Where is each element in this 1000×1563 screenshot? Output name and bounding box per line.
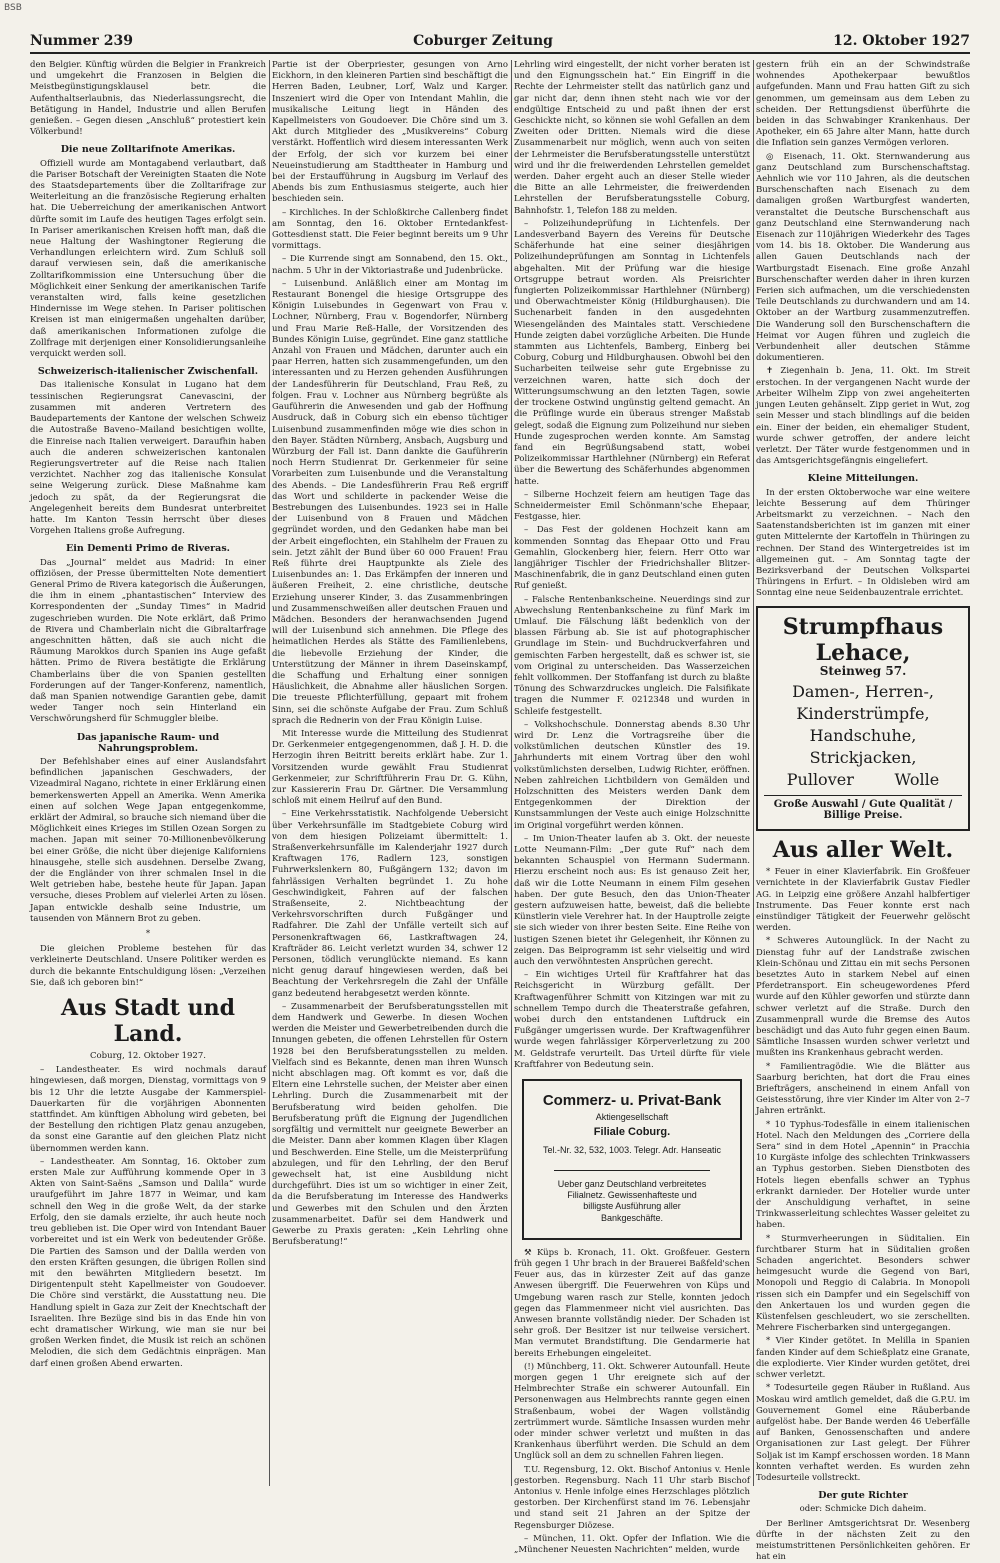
article-heading: Kleine Mitteilungen. (807, 473, 919, 485)
article-paragraph: * Schweres Autounglück. In der Nacht zu Dienstag fuhr auf der Landstraße zwischen Klein-Schönau und Zittau ein mit sechs Personen besetztes Auto in starkem Nebel auf einen Pferdetransport. Ein scheugewordenes Pferd wurde auf den Kühler geworfen und stürzte dann schwer verletzt auf die Straße. Durch den Zusammenprall wurde die Bremse des Autos beschädigt und das Auto fuhr gegen einen Baum. Sämtliche Insassen wurden schwer verletzt und mußten ins Krankenhaus gebracht werden. (756, 936, 970, 1059)
article-paragraph: T.U. Regensburg, 12. Okt. Bischof Antonius v. Henle gestorben. Regensburg. Nach 11 Uhr starb Bischof Antonius v. Henle infolge eines Herzschlages plötzlich gestorben. Der Kirchenfürst stand im 76. Lebensjahr und stand seit 21 Jahren an der Spitze der Regensburger Diözese. (514, 1464, 750, 1531)
article-paragraph: – Luisenbund. Anläßlich einer am Montag im Restaurant Bonengel die hiesige Ortsgruppe des Königin Luisebundes in Gegenwart von Frau v. Lochner, Nürnberg, Frau v. Bogendorfer, Nürnberg und Frau Marie Reß-Halle, der Vorsitzenden des Bundes Königin Luise, gegründet. Eine ganz stattliche Anzahl von Frauen und Mädchen, darunter auch ein paar Herren, hatten sich zusammengefunden, um den interessanten und zu Herzen gehenden Ausführungen der Landesführerin für Deutschland, Frau Reß, zu folgen. Frau v. Lochner aus Nürnberg begrüßte als Gauführerin die Anwesenden und gab der Hoffnung Ausdruck, daß in Coburg sich ein ebenso tüchtiger Luisenbund zusammenfinden möge wie dies schon in den Bayer. Städten Nürnberg, Ansbach, Augsburg und Würzburg der Fall ist. Dann dankte die Gauführerin noch Herrn Studienrat Dr. Gerkenmeier für seine Vorarbeiten zum Luisenbunde und die Veranstaltung des Abends. – Die Landesführerin Frau Reß ergriff das Wort und schilderte in packender Weise die Bestrebungen des Luisenbundes. 1923 sei in Halle der Luisenbund von 8 Frauen und Mädchen gegründet worden, und den Gedanken habe man bei der Arbeit eingeflochten, ein Stahlhelm der Frauen zu sein. Jetzt zählt der Bund über 60 000 Frauen! Frau Reß führte drei Hauptpunkte als Ziele des Luisenbundes an: 1. Das Erkämpfen der inneren und äußeren Freiheit, 2. eine christliche, deutsche Erziehung unserer Kinder, 3. das Zusammenbringen und Zusammenschweißen aller deutschen Frauen und Mädchen. Besonders der heranwachsenden Jugend will der Luisenbund sich annehmen. Die Pflege des heimatlichen Herdes als Stätte des Familienlebens, die liebevolle Erziehung der Kinder, die Unterstützung der Männer in ihrem Daseinskampf, die Schaffung und Erhaltung einer sonnigen Häuslichkeit, die Abnahme aller häuslichen Sorgen. Die treueste Pflichterfüllung, gepaart mit frohem Sinn, sei die schönste Aufgabe der Frau. Zum Schluß sprach die Rednerin von der Frau Königin Luise. (272, 278, 508, 726)
shop-name: Strumpfhaus Lehace, (782, 613, 944, 666)
article-paragraph: – Im Union-Theater laufen ab 3. Okt. der neueste Lotte Neumann-Film: „Der gute Ruf“ nach dem bekannten Schauspiel von Hermann Sudermann. Hierzu erscheint noch aus: Es ist genauso Zeit her, daß wir die Lotte Neumann in einem Film gesehen haben. Der gute Besuch, den das Union-Theater gestern aufzuweisen hatte, beweist, daß die beliebte Künstlerin viele Verehrer hat. In der Hauptrolle zeigte sie sich wieder von ihrer besten Seite. Eine Reihe von lustigen Szenen bietet ihr Gelegenheit, ihr Können zu zeigen. Das Beiprogramm ist sehr vielseitig und wird auch den verwöhntesten Ansprüchen gerecht. (514, 833, 750, 968)
article-paragraph: Der Befehlshaber eines auf einer Auslandsfahrt befindlichen japanischen Geschwaders, der Vizeadmiral Nagano, richtete in einer Erklärung einen bemerkenswerten Appell an Amerika. Wenn Amerika einen auf solchen Wege Japan entgegenkomme, erklärt der Admiral, so brauche sich niemand über die Möglichkeit eines Krieges im Stillen Ozean Sorgen zu machen. Japan mit seiner 70-Millionenbevölkerung bei einer Größe, die nicht über diejenige Kaliforniens hinausgehe, stelle sich ausdehnen. Derselbe Zwang, der die Engländer von ihrer schmalen Insel in die Welt getrieben habe, bestehe heute für Japan. Japan versuche, dieses Problem auf vielerlei Arten zu lösen. Japan entwickle deshalb seine Industrie, um tausenden von Männern Brot zu geben. (30, 756, 266, 924)
article-paragraph: Das „Journal“ meldet aus Madrid: In einer offiziösen, der Presse übermittelten Note dementiert General Primo de Rivera kategorisch die Äußerungen, die ihm in einem „phantastischen“ Interview des Korrespondenten der „Sunday Times“ in Madrid zugeschrieben wurden. Die Note erklärt, daß Primo de Rivera und Chamberlain nicht die Gibraltarfrage angeschnitten hätten, daß sie auch nicht die Räumung Marokkos durch Spanien ins Auge gefaßt hätten. Primo de Rivera bestätigte die Erklärung Chamberlains über die von Spanien gestellten Forderungen auf der Tanger-Konferenz, namentlich, daß man Spanien notwendige Garantien gebe, damit weder Tanger noch sein Hinterland ein Verschwörungsherd für Schmuggler bleibe. (30, 557, 266, 725)
article-paragraph: * Todesurteile gegen Räuber in Rußland. Aus Moskau wird amtlich gemeldet, daß die G.P.U. im Gouvernement Gomel eine Räuberbande aufgelöst habe. Der Bande werden 46 Ueberfälle auf Banken, Genossenschaften und andere Organisationen zur Last gelegt. Der Führer Soljak ist im Kampf erschossen worden. 18 Mann konnten verhaftet werden. Es wurden zehn Todesurteile vollstreckt. (756, 1383, 970, 1483)
bank-branch: Filiale Coburg. (593, 1126, 671, 1139)
article-paragraph: – Falsche Rentenbankscheine. Neuerdings sind zur Abwechslung Rentenbankscheine zu fünf Mark im Umlauf. Die Fälschung läßt bedenklich von der blassen Färbung ab. Sie ist auf photographischer Grundlage im Stein- und Buchdruckverfahren und gemischten Farben hergestellt, daß es schwer ist, sie vom Original zu unterscheiden. Das Wasserzeichen fehlt vollkommen. Der Stoffanfang ist durch zu blaßte Tönung des Schwarzdruckes ungleich. Die Falsifikate tragen die Nummer F. 0212348 und wurden in Schleife festgestellt. (514, 594, 750, 717)
hosiery-advertisement (756, 606, 970, 832)
article-heading: Die neue Zolltarifnote Amerikas. (60, 144, 236, 156)
article-heading: Ein Dementi Primo de Riveras. (66, 543, 230, 555)
bank-contact: Tel.-Nr. 32, 532, 1003. Telegr. Adr. Hanseatic (543, 1144, 721, 1155)
article-heading: Der gute Richter (818, 1490, 908, 1502)
article-paragraph: – Das Fest der goldenen Hochzeit kann am kommenden Sonntag das Ehepaar Otto und Frau Gemahlin, Glockenberg hier, feiern. Herr Otto war langjähriger Tischler der Friedrichshaller Blitzer-Maschinenfabrik, die in ganz Deutschland einen guten Ruf genießt. (514, 525, 751, 592)
newspaper-title: Coburger Zeitung (413, 33, 553, 49)
article-subheading: oder: Schmicke Dich daheim. (799, 1504, 927, 1515)
article-paragraph: Die gleichen Probleme bestehen für das verkleinerte Deutschland. Unsere Politiker werden es durch die bekannte Entschuldigung lösen: „Verzeihen Sie, daß ich geboren bin!“ (30, 944, 266, 988)
article-paragraph: – Landestheater. Es wird nochmals darauf hingewiesen, daß morgen, Dienstag, vormittags von 9 bis 12 Uhr die letzte Ausgabe der Kammerspiel-Dauerkarten für die vorjährigen Abonnenten stattfindet. Am künftigen Abholung wird gebeten, bei der Bestellung den richtigen Platz genau anzugeben, da sonst eine Garantie auf den gleichen Platz nicht übernommen werden kann. (30, 1065, 266, 1154)
article-paragraph: – Die Kurrende singt am Sonnabend, den 15. Okt., nachm. 5 Uhr in der Viktoriastraße und Judenbrücke. (272, 254, 508, 276)
masthead (30, 30, 970, 54)
article-paragraph: Der Berliner Amtsgerichtsrat Dr. Wesenberg dürfte in der nächsten Zeit zu den meistumstrittenen Persönlichkeiten gehören. Er hat ein (756, 1518, 970, 1563)
column-4 (756, 60, 970, 1563)
column-1 (30, 60, 266, 1486)
dateline: Coburg, 12. Oktober 1927. (90, 1051, 206, 1062)
article-paragraph: ◎ Eisenach, 11. Okt. Sternwanderung aus ganz Deutschland zum Burschenschaftstag. Aehnlich wie vor 110 Jahren, als die deutschen Burschenschaften nach Eisenach zu dem damaligen großen Wartburgfest wanderten, veranstaltet die Deutsche Burschenschaft aus ganz Deutschland eine Sternwanderung nach Eisenach zur 110jährigen Wiederkehr des Tages vom 14. bis 18. Oktober. Die Wanderung aus allen Gauen Deutschlands nach der Wartburgstadt Eisenach. Eine große Anzahl Burschenschafter werden daher in ihren kurzen Ferien sich aufmachen, um die verschiedensten Teile Deutschlands zu durchwandern und am 14. Oktober an der Wartburg zusammenzutreffen. Die Wanderung soll den Burschenschaftern die Heimat vor Augen führen und zugleich die Verbundenheit aller deutschen Stämme dokumentieren. (756, 151, 970, 364)
column-divider (511, 60, 512, 1486)
library-stamp: BSB (4, 3, 22, 13)
article-paragraph: In der ersten Oktoberwoche war eine weitere leichte Besserung auf dem Thüringer Arbeitsmarkt zu verzeichnen. – Nach den Saatenstandsberichten ist im ganzen mit einer guten Mittelernte der Kartoffeln in Thüringen zu rechnen. Der Stand des Wintergetreides ist im allgemeinen gut. – Am Sonntag tagte der Bezirksverband der Deutschen Volkspartei Thüringens in Erfurt. – In Oldisleben wird am Sonntag eine neue Seidenbauzentrale errichtet. (756, 487, 970, 599)
ad-footer: Große Auswahl / Gute Qualität / Billige Preise. (764, 795, 962, 821)
article-paragraph: Lehrling wird eingestellt, der nicht vorher beraten ist und den Eignungsschein hat.“ Ein Eingriff in die Rechte der Lehrmeister stellt das natürlich ganz und gar nicht dar, denn ihnen steht nach wie vor der endgültige Entscheid zu und paßt ihnen der erst Geschickte nicht, so können sie wohl Gefallen an dem Zweiten oder Dritten. Niemals wird die diese Zusammenarbeit nur möglich, wenn auch von seiten der Lehrmeister die Berufsberatungsstelle unterstützt wird und ihr die freiwerdenden Lehrstellen gemeldet werden. Daher ergeht auch an dieser Stelle wieder die Bitte an alle Lehrmeister, die freiwerdenden Lehrstellen der Berufsberatungsstelle Coburg, Bahnhofstr. 1, Telefon 188 zu melden. (514, 60, 750, 216)
bank-slogan: Ueber ganz Deutschland verbreitetes Filialnetz. Gewissenhafteste und billigste Ausführung aller Bankgeschäfte. (554, 1170, 710, 1224)
article-paragraph: * Sturmverheerungen in Süditalien. Ein furchtbarer Sturm hat in Süditalien großen Schaden angerichtet. Besonders schwer heimgesucht wurde die Gegend von Bari, Monopoli und Reggio di Calabria. In Monopoli rissen sich ein Dampfer und ein Segelschiff von den Ankertauen los und wurden gegen die Küstenfelsen geschleudert, wo sie zerschellten. Mehrere Fischerbarken sind untergegangen. (756, 1233, 970, 1334)
article-paragraph: (!) Münchberg, 11. Okt. Schwerer Autounfall. Heute morgen gegen 1 Uhr ereignete sich auf der Helmbrechter Straße ein schwerer Autounfall. Ein Personenwagen aus Helmbrechts rannte gegen einen Straßenbaum, wobei der Wagen vollständig zertrümmert wurde. Sämtliche Insassen wurden mehr oder minder schwer verletzt und mußten in das Krankenhaus überführt werden. Die Schuld an dem Unglück soll an dem zu schnellen Fahren liegen. (514, 1361, 750, 1462)
article-heading: Das japanische Raum- und Nahrungsproblem. (76, 731, 220, 754)
ad-item: Wolle (894, 769, 940, 789)
section-separator: * (145, 929, 151, 940)
section-heading: Aus Stadt und Land. (61, 995, 235, 1048)
shop-address: Steinweg 57. (819, 663, 907, 678)
bank-name: Commerz- u. Privat-Bank (542, 1092, 722, 1110)
article-paragraph: Partie ist der Oberpriester, gesungen von Arno Eickhorn, in den kleineren Partien sind beschäftigt die Herren Baden, Leubner, Lorf, Walz und Karger. Inszeniert wird die Oper von Intendant Mahlin, die musikalische Leitung liegt in Händen des Kapellmeisters von Goudoever. Die Chöre sind um 3. Akt durch Mitglieder des „Musikvereins“ Coburg verstärkt. Hoffentlich wird diesem interessanten Werk der Erfolg, der sich vor kurzem bei einer Neueinstudierung am Stadttheater in Hamburg und bei der Erstaufführung in Augsburg im Verlauf des Abends bis zum Enthusiasmus steigerte, auch hier beschieden sein. (272, 60, 508, 205)
ad-line (764, 769, 962, 791)
issue-number: Nummer 239 (30, 33, 133, 49)
article-heading: Schweizerisch-italienischer Zwischenfall. (37, 366, 259, 378)
bank-type: Aktiengesellschaft (595, 1112, 669, 1123)
article-paragraph: Mit Interesse wurde die Mitteilung des Studienrat Dr. Gerkenmeier entgegengenommen, daß J. H. D. die Herzogin ihren Beitritt bereits erklärt habe. Zur 1. Vorsitzenden wurde gewählt Frau Studienrat Gerkenmeier, zur Schriftführerin Frau Dr. G. Kühn, zur Kassiererin Frau Dr. Gärtner. Die Versammlung schloß mit einem Heilruf auf den Bund. (272, 728, 508, 807)
ad-line: Damen-, Herren-, Kinderstrümpfe, (792, 681, 934, 723)
article-paragraph: den Belgier. Künftig würden die Belgier in Frankreich und umgekehrt die Franzosen in Belgien die Meistbegünstigungsklausel betr. die Aufenthaltserlaubnis, das Niederlassungsrecht, die Betätigung in Handel, Industrie und allen Berufen genießen. – Gegen diesen „Anschluß“ protestiert kein Völkerbund! (30, 60, 266, 138)
column-divider (269, 60, 270, 1486)
article-paragraph: – Ein wichtiges Urteil für Kraftfahrer hat das Reichsgericht in Würzburg gefällt. Der Kraftwagenführer Schmitt von Kitzingen war mit zu schnellem Tempo durch die Theaterstraße gefahren, wobei durch den entstandenen Luftdruck ein Fußgänger umgerissen wurde. Der Kraftwagenführer wurde wegen fahrlässiger Körperverletzung zu 200 M. Geldstrafe verurteilt. Das Urteil dürfte für viele Kraftfahrer von Bedeutung sein. (514, 970, 750, 1070)
column-2 (272, 60, 508, 1486)
ad-line: Handschuhe, Strickjacken, (809, 725, 917, 767)
article-paragraph: * 10 Typhus-Todesfälle in einem italienischen Hotel. Nach den Meldungen des „Corriere della Sera“ sind in dem Hotel „Apennin“ in Pracchia 10 Kurgäste infolge des schlechten Trinkwassers an Typhus gestorben. Sieben Dienstboten des Hotels liegen ebenfalls schwer an Typhus erkrankt darnieder. Der Hotelier wurde unter der Anschuldigung verhaftet, in seine Trinkwasserleitung schlechtes Wasser geleitet zu haben. (756, 1119, 970, 1231)
section-heading: Aus aller Welt. (772, 837, 954, 864)
article-paragraph: – Volkshochschule. Donnerstag abends 8.30 Uhr wird Dr. Lenz die Vortragsreihe über die volkstümlichen deutschen Künstler des 19. Jahrhunderts mit einem Vortrag über den wohl volkstümlichsten derselben, Ludwig Richter, eröffnen. Neben zahlreichen Lichtbildern von Gemälden und Holzschnitten des Meisters werden Dank dem Entgegenkommen der Direktion der Kunstsammlungen der Veste auch einige Holzschnitte im Original vorgeführt werden können. (514, 719, 750, 831)
article-paragraph: * Familientragödie. Wie die Blätter aus Saarburg berichten, hat dort die Frau eines Briefträgers, anscheinend in einem Anfall von Geistesstörung, ihre vier Kinder im Alter von 2–7 Jahren ertränkt. (756, 1061, 970, 1117)
article-paragraph: * Feuer in einer Klavierfabrik. Ein Großfeuer vernichtete in der Klavierfabrik Gustav Fiedler AG. in Leipzig eine größere Anzahl halbfertiger Instrumente. Das Feuer konnte erst nach einstündiger Tätigkeit der Feuerwehr gelöscht werden. (756, 867, 970, 934)
article-paragraph: – Kirchliches. In der Schloßkirche Callenberg findet am Sonntag, den 16. Oktober Erntedankfest-Gottesdienst statt. Die Feier beginnt bereits um 9 Uhr vormittags. (272, 207, 508, 252)
article-paragraph: ⚒ Küps b. Kronach, 11. Okt. Großfeuer. Gestern früh gegen 1 Uhr brach in der Brauerei Baßfeld'schen Feuer aus, das in kürzester Zeit auf das ganze Anwesen übergriff. Die Feuerwehren von Küps und Umgebung waren rasch zur Stelle, konnten jedoch gegen das Flammenmeer nicht viel ausrichten. Das Anwesen brannte vollständig nieder. Der Schaden ist sehr groß. Der Besitzer ist nur teilweise versichert. Man vermutet Brandstiftung. Die Gendarmerie hat bereits Erhebungen eingeleitet. (514, 1247, 750, 1359)
bank-advertisement (522, 1079, 742, 1240)
article-paragraph: – Landestheater. Am Sonntag, 16. Oktober zum ersten Male zur Aufführung kommende Oper in 3 Akten von Saint-Saëns „Samson und Dalila“ wurde uraufgeführt im Jahre 1877 in Weimar, und kam schnell den Weg in die große Welt, da der starke Erfolg, den sie damals erzielte, ihr auch heute noch treu geblieben ist. Die Oper wird von Intendant Bauer vorbereitet und ist ein Werk von bedeutender Größe. Die Partien des Samson und der Dalila werden von den ersten Kräften gesungen, die übrigen Rollen sind mit den bewährten Mitgliedern besetzt. Im Dirigentenpult steht Kapellmeister von Goudoever. Die Chöre sind verstärkt, die Ausstattung neu. Die Handlung spielt in Gaza zur Zeit der Knechtschaft der Israeliten. Ihre Bezüge sind bis in das Ende hin von echt dramatischer Wirkung, wie man sie nur bei großen Werken findet, die Musik ist reich an schönen Melodien, die sich dem Gedächtnis einprägen. Man darf einen großen Abend erwarten. (30, 1156, 266, 1369)
issue-date: 12. Oktober 1927 (833, 33, 970, 49)
article-paragraph: – Polizeihundeprüfung in Lichtenfels. Der Landesverband Bayern des Vereins für Deutsche Schäferhunde hat eine seiner diesjährigen Polizeihundeprüfungen am Sonntag in Lichtenfels abgehalten. Mit der Prüfung war die hiesige Ortsgruppe betraut worden. Als Preisrichter fungierten Polizeikommissar Harthlehner (Nürnberg) und Oberwachtmeister König (Hildburghausen). Die Suchenarbeit fanden in den ausgedehnten Wiesengeländen des Maintales statt. Verschiedene Hunde zeigten dabei vorzügliche Arbeiten. Die Hunde stammten aus Lichtenfels, Bamberg, Einberg bei Coburg, Coburg und Hildburghausen. Obwohl bei den Sucharbeiten teilweise sehr gute Ergebnisse zu verzeichnen waren, hatte sich doch der Witterungsumschwung an den letzten Tagen, sowie der trockene Ostwind ungünstig geltend gemacht. An die Prüflinge wurde ein überaus strenger Maßstab gelegt, sodaß die Eignung zum Polizeihund nur sieben Hunde zugesprochen werden konnte. Am Samstag fand ein Begrüßungsabend statt, wobei Polizeikommissar Harthlehner (Nürnberg) ein Referat über die Bewertung des Schäferhundes abgenommen hatte. (514, 218, 750, 487)
ad-item: Pullover (786, 769, 854, 789)
article-paragraph: ✝ Ziegenhain b. Jena, 11. Okt. Im Streit erstochen. In der vergangenen Nacht wurde der Arbeiter Wilhelm Zipp von zwei angeheiterten jungen Leuten gehänselt. Zipp geriet in Wut, zog sein Messer und stach blindlings auf die beiden ein. Einer der beiden, ein ehemaliger Student, wurde schwer getroffen, der andere leicht verletzt. Der Täter wurde festgenommen und in das Amtsgerichtsgefängnis eingeliefert. (756, 366, 970, 467)
page-columns (30, 60, 970, 1563)
column-3 (514, 60, 751, 1555)
article-paragraph: gestern früh ein an der Schwindstraße wohnendes Apothekerpaar bewußtlos aufgefunden. Mann und Frau hatten Gift zu sich genommen, um gemeinsam aus dem Leben zu scheiden. Der Rettungsdienst überführte die beiden in das Schwabinger Krankenhaus. Der Apotheker, ein 65 Jahre alter Mann, hatte durch die Inflation sein ganzes Vermögen verloren. (756, 60, 970, 149)
article-paragraph: – Zusammenarbeit der Berufsberatungsstellen mit dem Handwerk und Gewerbe. In diesen Wochen werden die Meister und Gewerbetreibenden durch die Innungen gebeten, die offenen Lehrstellen für Ostern 1928 bei den Berufsberatungsstellen zu melden. Vielfach sind es Bekannte, denen man ihren Wunsch nicht abschlagen mag. Oft kommt es vor, daß die Eltern eine Lehrstelle suchen, der Meister aber einen Lehrling. Durch die Zusammenarbeit mit der Berufsberatung wird beiden geholfen. Die Berufsberatung prüft die Eignung der Jugendlichen sorgfältig und vermittelt nur geeignete Bewerber an die Meister. Dann aber kommen Klagen über Klagen und Beschwerden. Eine Stelle, um die Meisterprüfung abzulegen, und für den Lehrling, der den Beruf gewechselt hat, ist eine Ausbildung nicht durchgeführt. Dies ist um so wichtiger in einer Zeit, da die Berufsberatung im Interesse des Handwerks und Gewerbes mit den Schulen und den Ärzten zusammenarbeitet. Dafür sei dem Handwerk und Gewerbe zu Praxis geraten: „Kein Lehrling ohne Berufsberatung!“ (272, 1001, 508, 1248)
article-paragraph: – München, 11. Okt. Opfer der Inflation. Wie die „Münchener Neuesten Nachrichten“ melden, wurde (514, 1533, 750, 1555)
article-paragraph: * Vier Kinder getötet. In Melilla in Spanien fanden Kinder auf dem Schießplatz eine Granate, die explodierte. Vier Kinder wurden getötet, drei schwer verletzt. (756, 1336, 970, 1381)
article-paragraph: – Silberne Hochzeit feiern am heutigen Tage das Schneidermeister Emil Schönmann'sche Ehepaar, Festgasse, hier. (514, 489, 750, 523)
article-paragraph: Offiziell wurde am Montagabend verlautbart, daß die Pariser Botschaft der Vereinigten Staaten die Note des Staatsdepartements über die Zolltarifrage zur Weiterleitung an die französische Regierung erhalten hat. Die Ueberreichung der amerikanischen Antwort dürfte somit im Laufe des heutigen Tages erfolgt sein. In Pariser amerikanischen Kreisen hofft man, daß die neue Haltung der Washingtoner Regierung die Verhandlungen erleichtern wird. Zum Schluß soll darauf verwiesen sein, daß die amerikanische Zolltarifkommission eine Untersuchung über die Möglichkeit einer Senkung der amerikanischen Tarife veranstalten wird, falls keine gesetzlichen Hindernisse im Wege stehen. In Pariser politischen Kreisen ist man einigermaßen ungehalten darüber, daß amerikanischen Informationen zufolge die Zollfrage mit derjenigen einer Konsolidierungsanleihe verquickt werden soll. (30, 158, 266, 360)
article-paragraph: Das italienische Konsulat in Lugano hat dem tessinischen Regierungsrat Canevascini, der zusammen mit anderen Vertretern des Baudepartements der Kantone der welschen Schweiz die Autostraße Baveno–Mailand besichtigen wollte, die Einreise nach Italien verweigert. Daraufhin haben auch die anderen schweizerischen kantonalen Regierungsvertreter auf die Reise nach Italien verzichtet. Nachher zog das italienische Konsulat seine Weigerung zurück. Diese Maßnahme kam jedoch zu spät, da der Regierungsrat die Angelegenheit bereits dem Bundesrat unterbreitet hatte. Im Kanton Tessin herrscht über dieses Vorgehen Italiens große Aufregung. (30, 380, 266, 537)
article-paragraph: – Eine Verkehrsstatistik. Nachfolgende Uebersicht über Verkehrsunfälle im Stadtgebiete Coburg wird von dem hiesigen Polizeiamt übermittelt: 1. Straßenverkehrsunfälle im Kalenderjahr 1927 durch Kraftwagen 176, Radlern 123, sonstigen Fuhrwerkslenkern 80, Fußgängern 132; davon im fahrlässigen Verhalten begründet 1. Zu hohe Geschwindigkeit, Fahren auf der falschen Straßenseite, 2. Nichtbeachtung der Verkehrsvorschriften durch Fußgänger und Radfahrer. Die Zahl der Unfälle verteilt sich auf Personenkraftwagen 66, Lastkraftwagen 24, Krafträder 86. Leicht verletzt wurden 34, schwer 12 Personen, tödlich verunglückte niemand. Es kann nicht genug darauf hingewiesen werden, daß bei Beachtung der Verkehrsregeln die Zahl der Unfälle ganz bedeutend herabgesetzt werden könnte. (272, 809, 508, 999)
column-divider (753, 60, 754, 1486)
